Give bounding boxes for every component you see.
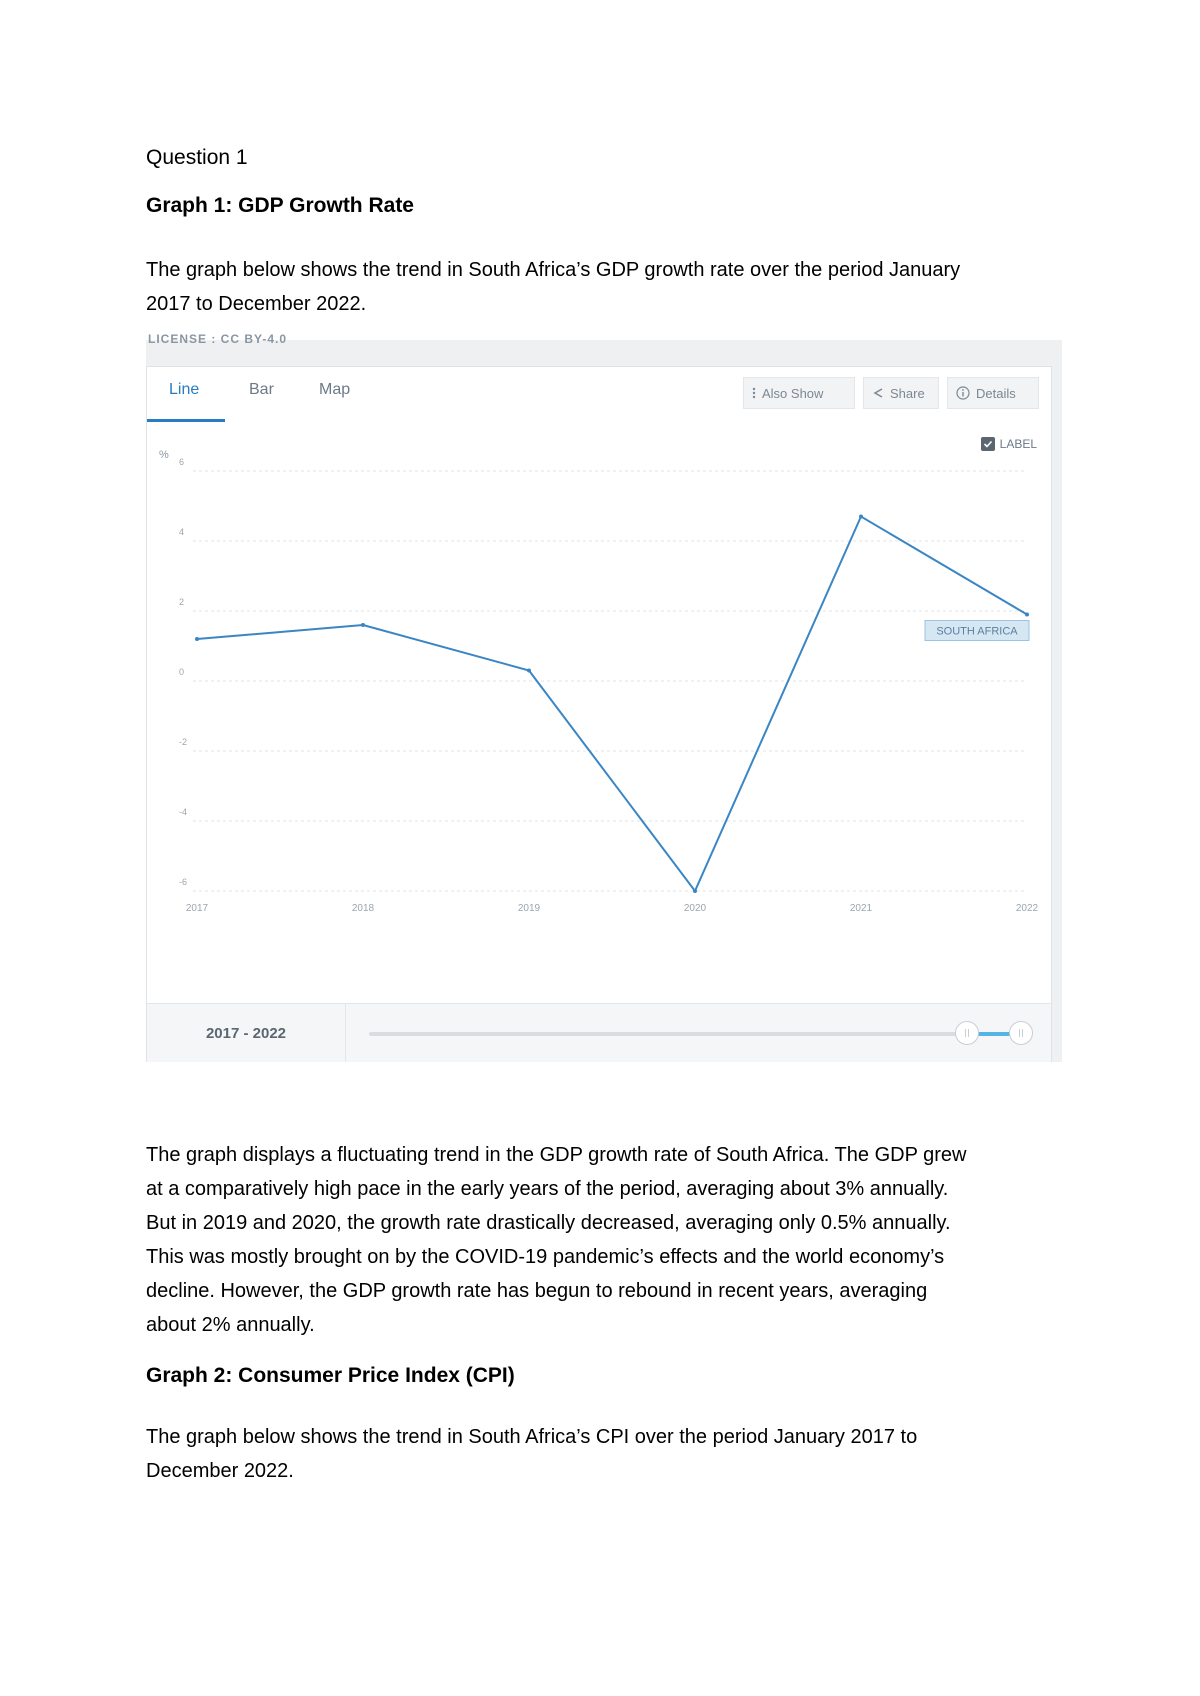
graph2-intro-line: The graph below shows the trend in South Africa’s CPI over the period January 2017 to [146, 1426, 918, 1448]
y-tick-label: 0 [179, 667, 185, 677]
range-end-handle[interactable] [1009, 1021, 1033, 1045]
y-tick-label: 6 [179, 457, 185, 467]
graph1-heading: Graph 1: GDP Growth Rate [146, 194, 414, 217]
data-point [361, 623, 365, 627]
data-point [859, 515, 863, 519]
y-axis-unit-label: % [159, 449, 169, 461]
kebab-icon [752, 387, 756, 399]
label-toggle-text: LABEL [999, 437, 1037, 451]
x-tick-label: 2017 [185, 903, 209, 914]
graph2-intro-line: December 2022. [146, 1460, 294, 1482]
chart-screenshot [146, 332, 1062, 1062]
share-button[interactable] [863, 377, 939, 409]
analysis-line: about 2% annually. [146, 1314, 315, 1336]
gdp-line-chart [147, 423, 1053, 1003]
graph1-intro-line: 2017 to December 2022. [146, 293, 367, 315]
tab-bar[interactable]: Bar [249, 381, 274, 398]
x-tick-label: 2020 [683, 903, 707, 914]
data-point [527, 669, 531, 673]
range-bar [147, 1003, 1051, 1062]
analysis-line: But in 2019 and 2020, the growth rate drastically decreased, averaging only 0.5% annually. [146, 1212, 951, 1234]
analysis-line: decline. However, the GDP growth rate has begun to rebound in recent years, averaging [146, 1280, 928, 1302]
analysis-line: This was mostly brought on by the COVID-19 pandemic’s effects and the world economy’s [146, 1246, 945, 1268]
y-tick-label: -4 [179, 807, 188, 817]
data-point [195, 637, 199, 641]
tab-line[interactable]: Line [169, 381, 200, 398]
graph2-intro [146, 1420, 1062, 1488]
range-label: 2017 - 2022 [147, 1004, 346, 1062]
info-icon [956, 386, 970, 400]
tab-map[interactable]: Map [319, 381, 351, 398]
y-tick-label: 4 [179, 527, 185, 537]
x-tick-label: 2018 [351, 903, 375, 914]
graph1-intro [146, 253, 1062, 321]
details-label: Details [976, 385, 1016, 401]
also-show-button[interactable] [743, 377, 855, 409]
range-start-handle[interactable] [955, 1021, 979, 1045]
x-tick-label: 2022 [1015, 903, 1039, 914]
x-tick-label: 2021 [849, 903, 873, 914]
series-line [197, 517, 1027, 892]
y-tick-label: 2 [179, 597, 185, 607]
analysis-line: The graph displays a fluctuating trend in the GDP growth rate of South Africa. The GDP grew [146, 1144, 967, 1166]
chart-card [146, 366, 1052, 1062]
series-label: SOUTH AFRICA [936, 625, 1018, 638]
chart-tabs [147, 367, 1053, 423]
analysis-line: at a comparatively high pace in the early years of the period, averaging about 3% annually. [146, 1178, 949, 1200]
range-slider-track[interactable] [369, 1032, 969, 1036]
active-tab-indicator [147, 419, 225, 422]
x-tick-label: 2019 [517, 903, 541, 914]
y-tick-label: -2 [179, 737, 188, 747]
question-title: Question 1 [146, 146, 248, 169]
share-label: Share [890, 385, 925, 401]
graph2-heading: Graph 2: Consumer Price Index (CPI) [146, 1364, 515, 1387]
license-text: LICENSE : CC BY-4.0 [148, 332, 288, 346]
share-icon [872, 387, 884, 399]
analysis-paragraph [146, 1138, 1062, 1342]
data-point [693, 889, 697, 893]
y-tick-label: -6 [179, 877, 188, 887]
graph1-intro-line: The graph below shows the trend in South Africa’s GDP growth rate over the period January [146, 259, 961, 281]
data-point [1025, 613, 1029, 617]
also-show-label: Also Show [762, 385, 824, 401]
details-button[interactable] [947, 377, 1039, 409]
